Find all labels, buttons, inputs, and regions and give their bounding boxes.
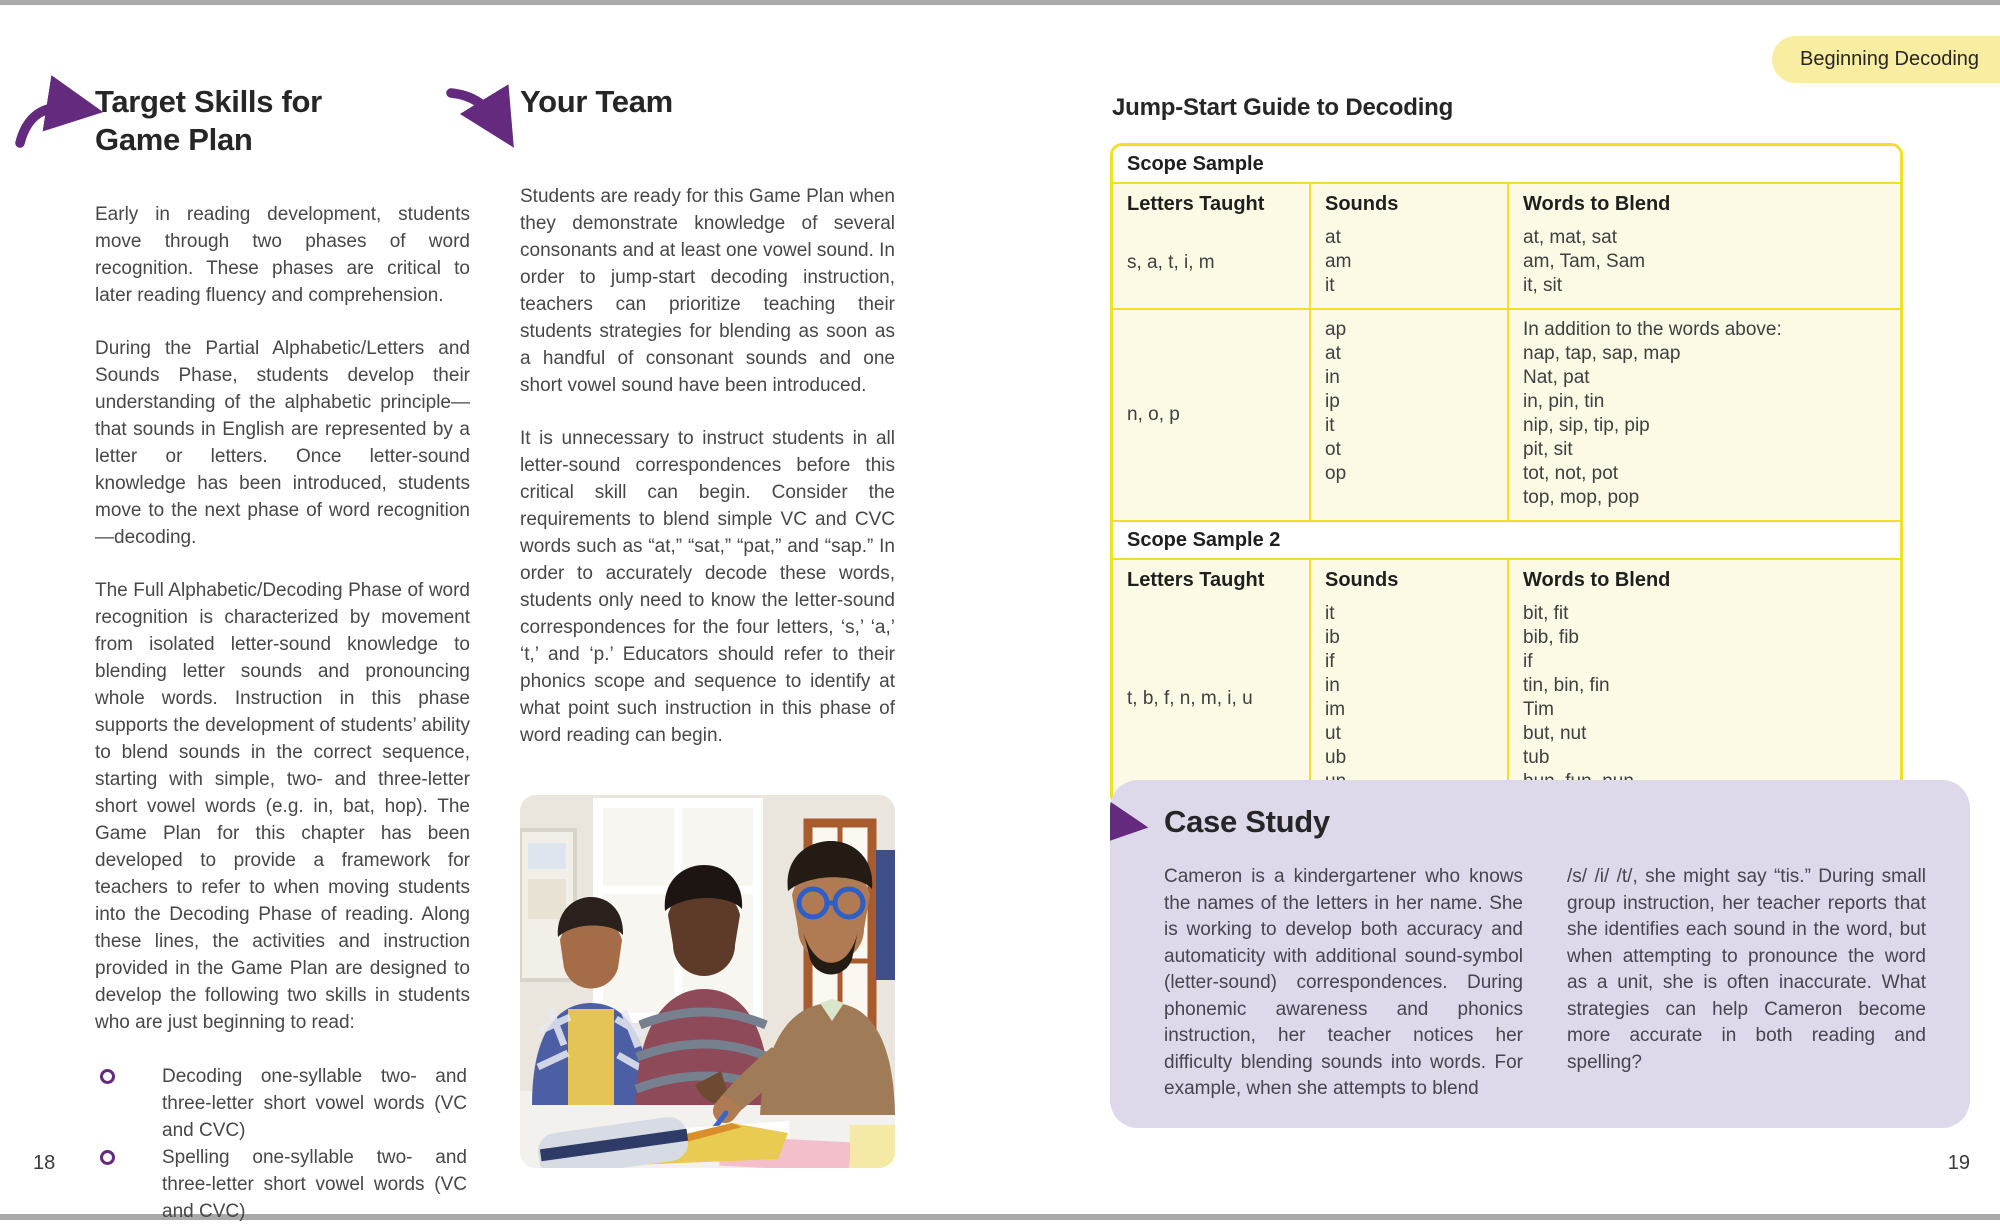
case-study-heading: Case Study (1164, 804, 1330, 839)
paragraph: Students are ready for this Game Plan when they demonstrate knowledge of several consonants and at least one vowel sound. In order to jump-start decoding instruction, teachers can prioritize teaching their students strategies for blending as soon as a handful of consonant sounds and one short vowel sound have been introduced. (520, 186, 895, 396)
your-team-section (520, 83, 895, 1168)
chapter-tab-badge: Beginning Decoding (1772, 36, 2000, 83)
page-number-left: 18 (33, 1152, 56, 1174)
target-skills-heading: Target Skills for Game Plan (95, 84, 322, 157)
page-top-edge (0, 0, 2000, 5)
bullet-text: Decoding one-syllable two- and three-letter short vowel words (VC and CVC) (162, 1066, 467, 1141)
table-cell-letters: n, o, p (1113, 308, 1311, 520)
table-cell-sounds: ap at in ip it ot op (1311, 308, 1509, 520)
skills-bullet-list (95, 1063, 470, 1225)
classroom-photo (520, 795, 895, 1168)
list-item (95, 1063, 470, 1144)
table-cell-words: at, mat, sat am, Tam, Sam it, sit (1523, 227, 1646, 296)
column-header: Sounds (1311, 184, 1509, 218)
table-cell-words: bit, fit bib, fib if tin, bin, fin Tim but, nut tub (1523, 603, 1610, 768)
page-number-right: 19 (1947, 1152, 1970, 1174)
table-cell-sounds: at am it (1311, 218, 1509, 308)
column-header: Letters Taught (1113, 560, 1311, 594)
column-header: Words to Blend (1523, 569, 1671, 591)
curved-arrow-icon (445, 85, 517, 155)
target-skills-section (95, 83, 470, 1225)
table-cell-sounds: it ib if in im ut ub (1311, 594, 1509, 804)
case-study-section (1110, 780, 1970, 1128)
table-grid (1113, 184, 1900, 520)
table-section-title: Scope Sample 2 (1113, 520, 1900, 560)
your-team-heading: Your Team (520, 84, 673, 119)
case-study-text-right: /s/ /i/ /t/, she might say “tis.” During small group instruction, her teacher reports that she identifies each sound in the word, but when attempting to pronounce the word as a unit, she is often inaccurate. What strategies can help Cameron become more accurate in both reading and spelling? (1567, 866, 1926, 1073)
column-header: Letters Taught (1113, 184, 1311, 218)
curved-arrow-icon (1110, 808, 1140, 868)
list-item (95, 1144, 470, 1225)
table-cell-words: In addition to the words above: nap, tap, sap, map Nat, pat in, pin, tin nip, sip, tip, pip pit, sit tot, not, pot top, mop, pop (1509, 308, 1900, 520)
column-header: Words to Blend (1523, 193, 1671, 215)
table-section-title: Scope Sample (1113, 146, 1900, 184)
column-header: Sounds (1311, 560, 1509, 594)
curved-arrow-icon (15, 91, 93, 153)
case-study-text-left: Cameron is a kindergartener who knows the names of the letters in her name. She is working to develop both accuracy and automaticity with additional sound-symbol (letter-sound) correspondences. During phonemic awareness and phonics instruction, her teacher notices her difficulty blending sounds into words. For example, when she attempts to blend (1164, 866, 1523, 1099)
table-cell-letters: t, b, f, n, m, i, u (1113, 594, 1311, 804)
ring-bullet-icon (100, 1150, 115, 1165)
table-cell-letters: s, a, t, i, m (1113, 218, 1311, 308)
jump-start-table (1110, 143, 1903, 807)
paragraph: It is unnecessary to instruct students in all letter-sound correspondences before this critical skill can begin. Consider the requirements to blend simple VC and CVC words such as “at,” “sat,” “pat,” and “sap.” In order to accurately decode these words, students only need to know the letter-sound correspondences for the four letters, ‘s,’ ‘a,’ ‘t,’ and ‘p.’ Educators should refer to their phonics scope and sequence to identify at what point such instruction in this phase of word reading can begin. (520, 428, 895, 746)
paragraph: Early in reading development, students move through two phases of word recognition. These phases are critical to later reading fluency and comprehension. (95, 204, 470, 306)
paragraph: The Full Alphabetic/Decoding Phase of word recognition is characterized by movement from isolated letter-sound knowledge to blending letter sounds and pronouncing whole words. Instruction in this phase supports the development of students’ ability to blend sounds in the correct sequence, starting with simple, two- and three-letter short vowel words (e.g. in, bat, hop). The Game Plan for this chapter has been developed to provide a framework for teachers to refer to when moving students into the Decoding Phase of reading. Along these lines, the activities and instruction provided in the Game Plan are designed to develop the following two skills in students who are just beginning to read: (95, 580, 470, 1033)
case-study-columns (1164, 864, 1926, 1103)
ring-bullet-icon (100, 1069, 115, 1084)
paragraph: During the Partial Alphabetic/Letters and Sounds Phase, students develop their understanding of the alphabetic principle—that sounds in English are represented by a letter or letters. Once letter-sound knowledge has been introduced, students move to the next phase of word recognition—decoding. (95, 338, 470, 548)
bullet-text: Spelling one-syllable two- and three-letter short vowel words (VC and CVC) (162, 1147, 467, 1222)
table-grid (1113, 560, 1900, 804)
guide-heading: Jump-Start Guide to Decoding (1112, 94, 1454, 121)
